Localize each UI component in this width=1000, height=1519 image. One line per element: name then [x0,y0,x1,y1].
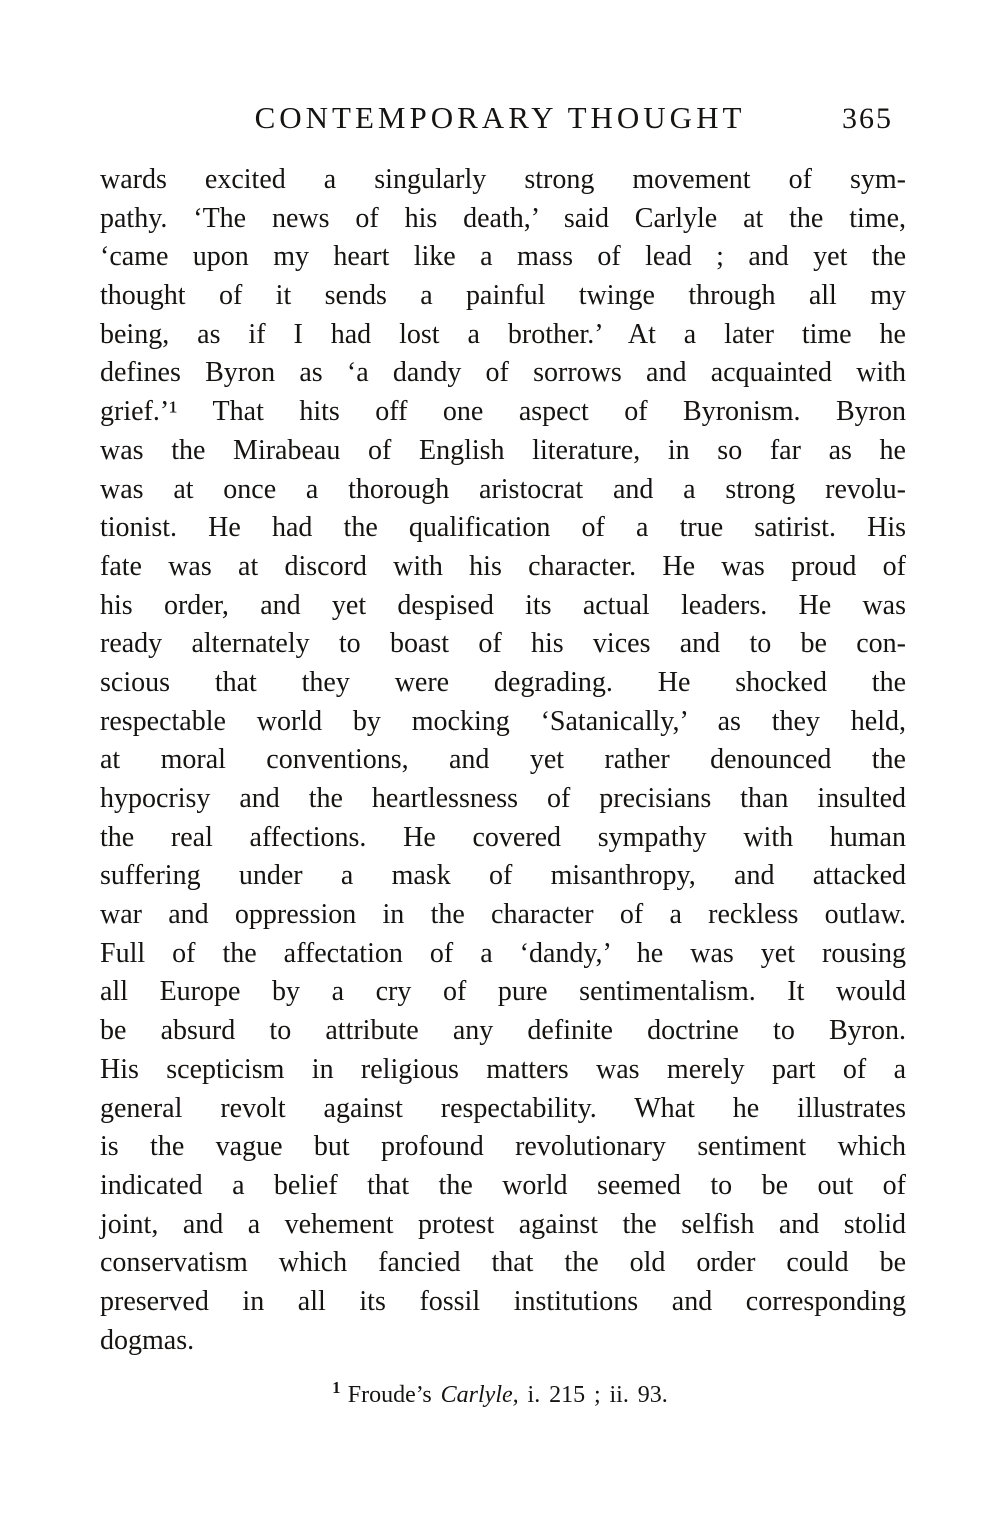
text-line: ‘came upon my heart like a mass of lead ; and yet the [100,241,906,273]
text-line: tionist. He had the qualification of a true satirist. His [100,512,906,544]
text-line: indicated a belief that the world seemed to be out of [100,1169,906,1201]
text-line: pathy. ‘The news of his death,’ said Carlyle at the time, [100,202,906,234]
footnote-marker: 1 [332,1378,341,1397]
text-line: all Europe by a cry of pure sentimentalism. It would [100,976,906,1008]
text-line: wards excited a singularly strong movement of sym- [100,164,906,195]
text-line: at moral conventions, and yet rather denounced the [100,744,906,776]
running-header-title: CONTEMPORARY THOUGHT [254,100,746,135]
text-line: dogmas. [100,1324,195,1356]
text-line: hypocrisy and the heartlessness of precisians than insulted [100,783,906,814]
text-line: grief.’¹ That hits off one aspect of Byronism. Byron [100,396,906,428]
text-line: scious that they were degrading. He shocked the [100,666,906,698]
text-line: be absurd to attribute any definite doctrine to Byron. [100,1015,906,1047]
text-line: conservatism which fancied that the old order could be [100,1247,906,1279]
text-line: is the vague but profound revolutionary sentiment which [100,1131,906,1163]
text-line: ready alternately to boast of his vices and to be con- [100,628,906,660]
text-line: being, as if I had lost a brother.’ At a later time he [100,318,906,350]
text-line: was at once a thorough aristocrat and a strong revolu- [100,473,906,505]
text-line: Full of the affectation of a ‘dandy,’ he was yet rousing [100,937,906,969]
text-line: joint, and a vehement protest against the selfish and stolid [100,1208,906,1240]
text-line: war and oppression in the character of a reckless outlaw. [100,899,906,931]
text-line: general revolt against respectability. What he illustrates [100,1092,906,1124]
text-line: thought of it sends a painful twinge through all my [100,280,906,312]
running-header [0,100,1000,142]
text-line: the real affections. He covered sympathy with human [100,821,906,853]
text-line: suffering under a mask of misanthropy, and attacked [100,860,906,892]
footnote-work-title: Carlyle, [440,1382,519,1408]
text-line: defines Byron as ‘a dandy of sorrows and acquainted with [100,357,906,389]
text-line: was the Mirabeau of English literature, in so far as he [100,434,906,466]
footnote [0,1379,1000,1411]
text-line: His scepticism in religious matters was merely part of a [100,1053,906,1085]
text-line: his order, and yet despised its actual leaders. He was [100,589,906,621]
body-text [100,161,906,1360]
text-line: preserved in all its fossil institutions and corresponding [100,1285,906,1317]
page-number: 365 [842,102,893,135]
text-line: fate was at discord with his character. He was proud of [100,550,906,582]
footnote-text-after: i. 215 ; ii. 93. [518,1382,668,1408]
text-line: respectable world by mocking ‘Satanically,’ as they held, [100,705,906,737]
footnote-text-before: Froude’s [347,1382,441,1408]
